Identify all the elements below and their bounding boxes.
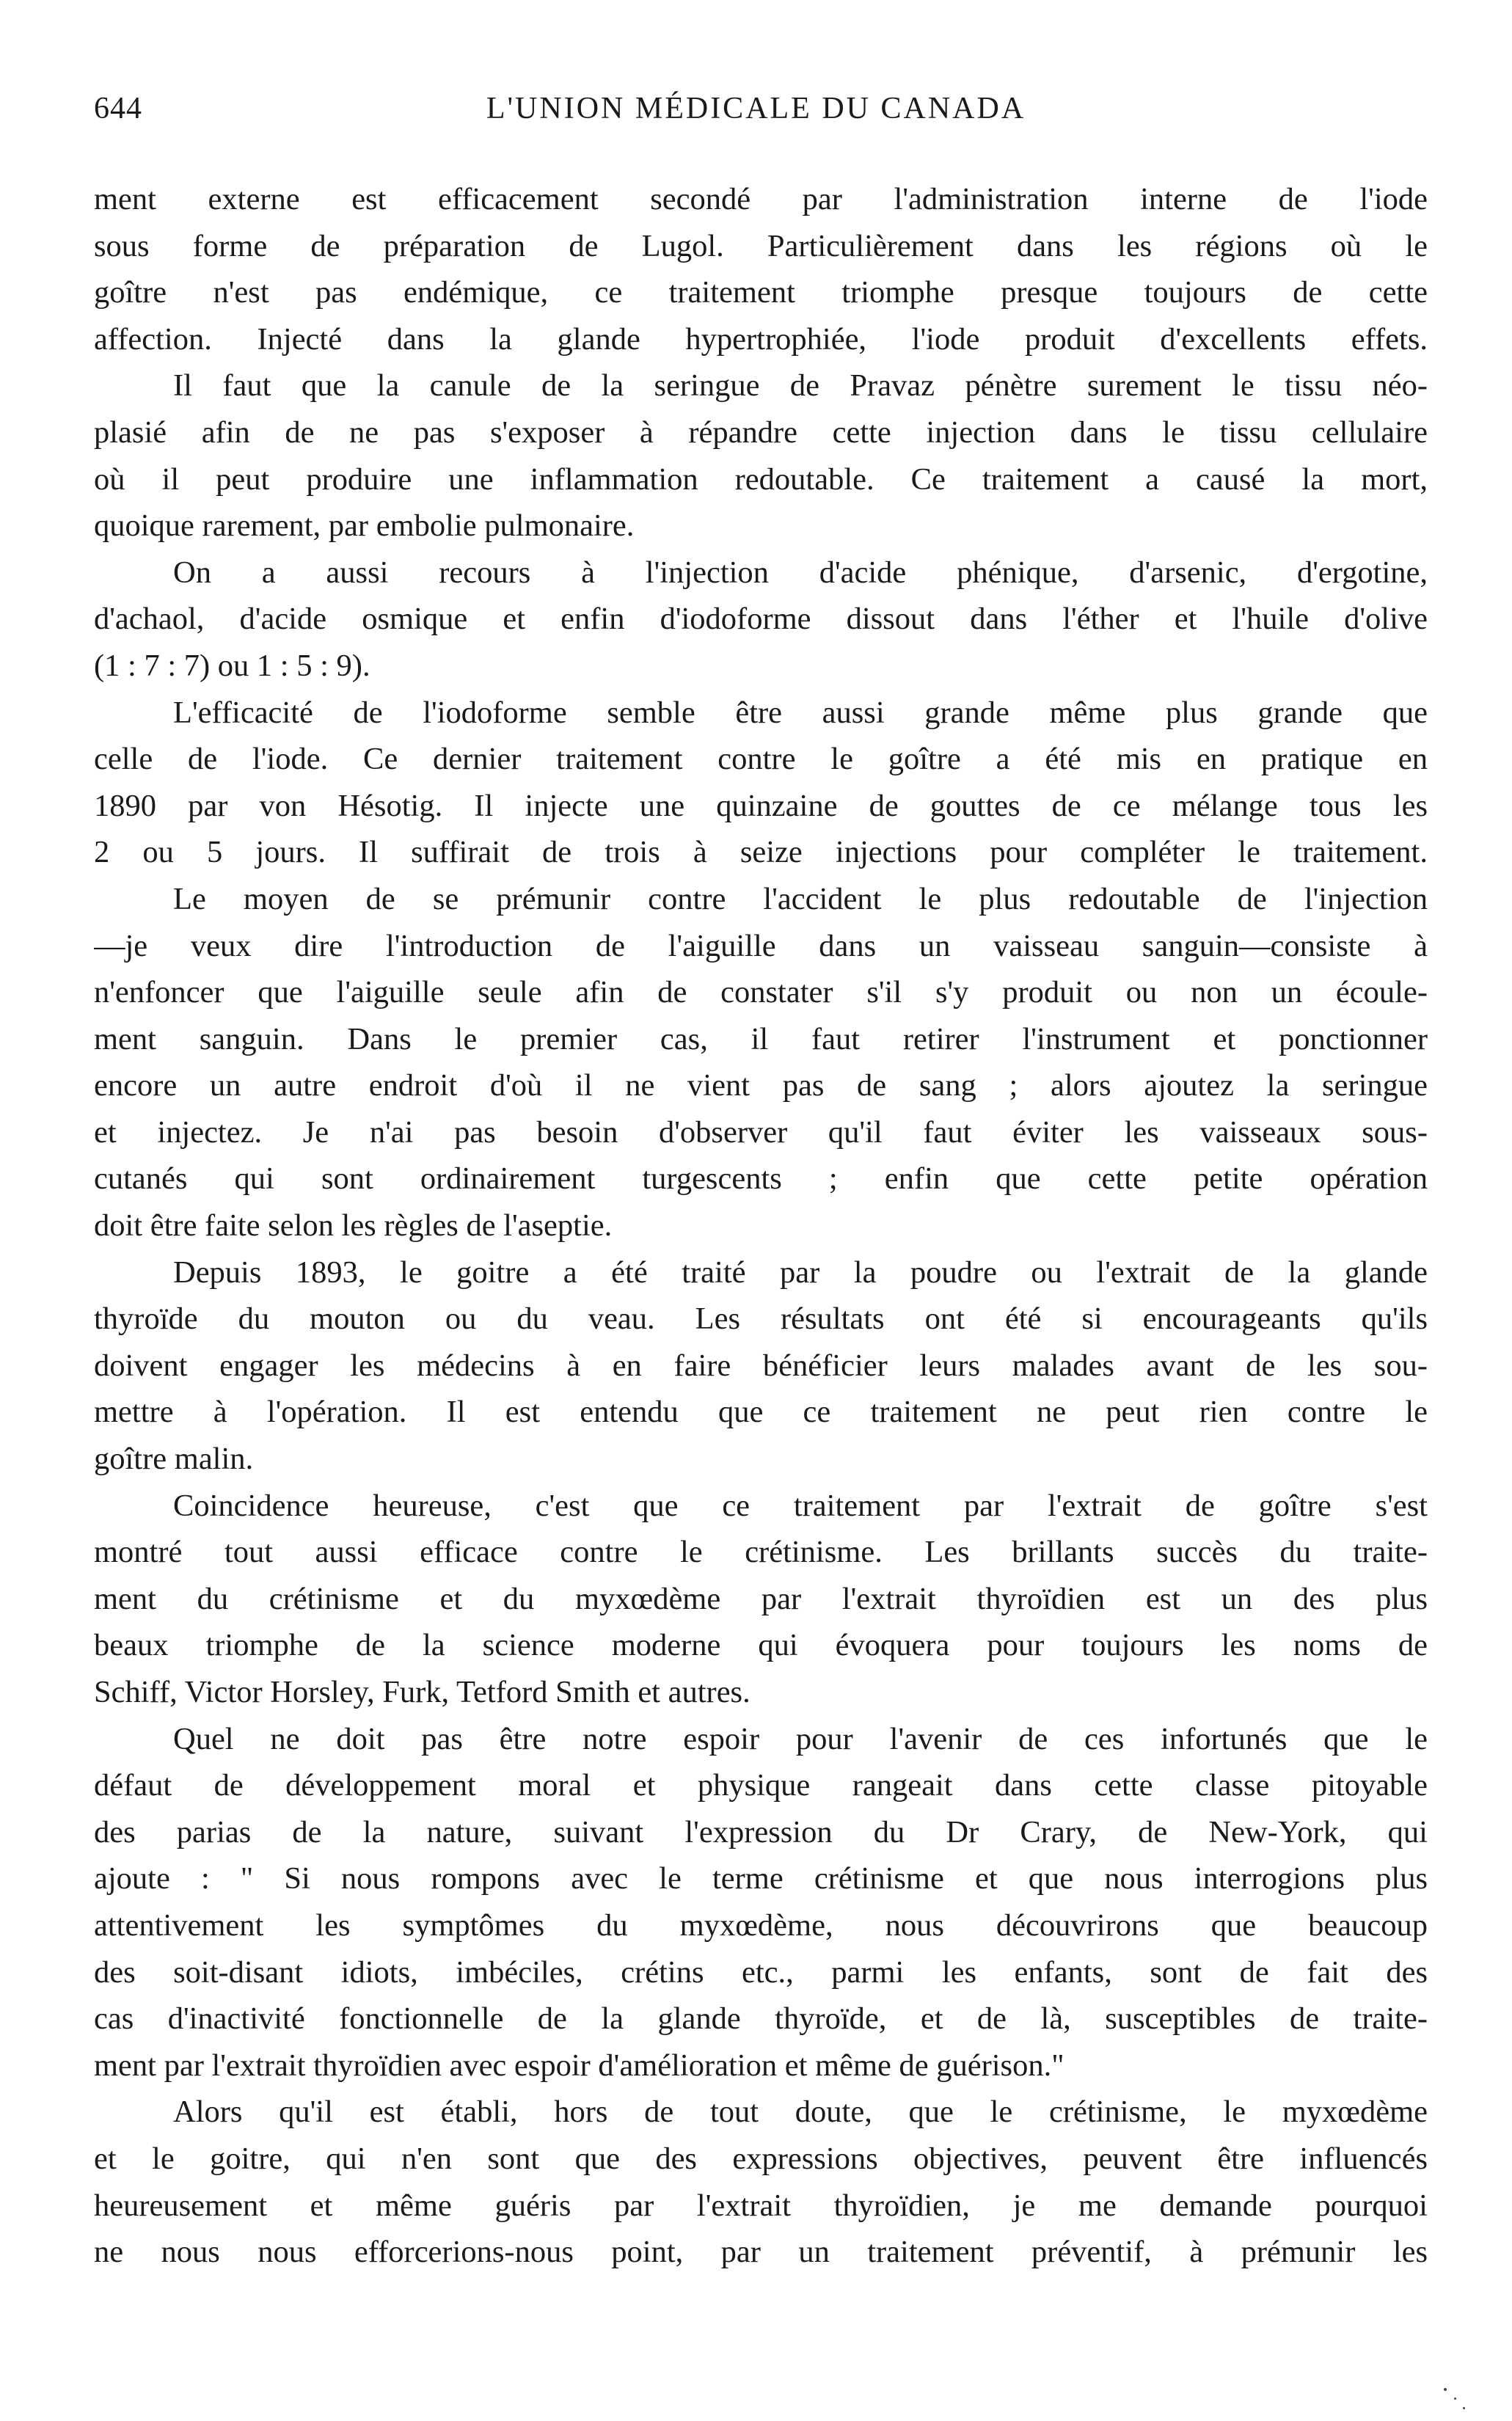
text-line: ment externe est efficacement secondé par l'administration interne de l'iode: [94, 182, 1428, 216]
text-line: 2 ou 5 jours. Il suffirait de trois à seize injections pour compléter le traitement.: [94, 835, 1428, 870]
text-line: Quel ne doit pas être notre espoir pour l'avenir de ces infortunés que le: [173, 1721, 1428, 1756]
text-line: sous forme de préparation de Lugol. Particulièrement dans les régions où le: [94, 228, 1428, 263]
text-line: d'achaol, d'acide osmique et enfin d'iodoforme dissout dans l'éther et l'huile d'olive: [94, 602, 1428, 637]
text-line: Depuis 1893, le goitre a été traité par la poudre ou l'extrait de la glande: [173, 1255, 1428, 1290]
text-line: ment par l'extrait thyroïdien avec espoir d'amélioration et même de guérison.": [94, 2048, 1064, 2083]
text-line: cas d'inactivité fonctionnelle de la glande thyroïde, et de là, susceptibles de traite-: [94, 2001, 1428, 2037]
text-line: 1890 par von Hésotig. Il injecte une quinzaine de gouttes de ce mélange tous les: [94, 788, 1428, 823]
text-line: goître n'est pas endémique, ce traitement triomphe presque toujours de cette: [94, 275, 1428, 310]
text-line: beaux triomphe de la science moderne qui évoquera pour toujours les noms de: [94, 1628, 1428, 1663]
text-line: —je veux dire l'introduction de l'aiguille dans un vaisseau sanguin—consiste à: [94, 928, 1428, 963]
text-line: Alors qu'il est établi, hors de tout doute, que le crétinisme, le myxœdème: [173, 2095, 1428, 2130]
text-line: ajoute : " Si nous rompons avec le terme crétinisme et que nous interrogions plus: [94, 1861, 1428, 1896]
text-line: Le moyen de se prémunir contre l'accident le plus redoutable de l'injection: [173, 881, 1428, 916]
text-line: doivent engager les médecins à en faire bénéficier leurs malades avant de les sou-: [94, 1348, 1428, 1383]
text-line: attentivement les symptômes du myxœdème, nous découvrirons que beaucoup: [94, 1907, 1428, 1943]
running-header: [94, 87, 1418, 131]
text-line: doit être faite selon les règles de l'aseptie.: [94, 1208, 613, 1244]
text-line: (1 : 7 : 7) ou 1 : 5 : 9).: [94, 648, 370, 683]
text-line: quoique rarement, par embolie pulmonaire.: [94, 508, 635, 544]
text-line: thyroïde du mouton ou du veau. Les résultats ont été si encourageants qu'ils: [94, 1301, 1428, 1337]
text-line: Coincidence heureuse, c'est que ce traitement par l'extrait de goître s'est: [173, 1488, 1428, 1523]
text-line: plasié afin de ne pas s'exposer à répandre cette injection dans le tissu cellulaire: [94, 415, 1428, 450]
text-line: encore un autre endroit d'où il ne vient pas de sang ; alors ajoutez la seringue: [94, 1068, 1428, 1103]
text-line: affection. Injecté dans la glande hypertrophiée, l'iode produit d'excellents effets.: [94, 321, 1428, 357]
text-line: Schiff, Victor Horsley, Furk, Tetford Smith et autres.: [94, 1675, 750, 1709]
text-line: et injectez. Je n'ai pas besoin d'observer qu'il faut éviter les vaisseaux sous-: [94, 1114, 1428, 1150]
page-number: 644: [94, 92, 142, 125]
text-line: On a aussi recours à l'injection d'acide phénique, d'arsenic, d'ergotine,: [173, 555, 1428, 590]
text-line: des soit-disant idiots, imbéciles, crétins etc., parmi les enfants, sont de fait des: [94, 1954, 1428, 1990]
text-line: et le goitre, qui n'en sont que des expressions objectives, peuvent être influencés: [94, 2141, 1428, 2176]
text-line: ment sanguin. Dans le premier cas, il faut retirer l'instrument et ponctionner: [94, 1021, 1428, 1056]
text-line: montré tout aussi efficace contre le crétinisme. Les brillants succès du traite-: [94, 1535, 1428, 1570]
text-line: celle de l'iode. Ce dernier traitement contre le goître a été mis en pratique en: [94, 742, 1428, 777]
text-line: mettre à l'opération. Il est entendu que ce traitement ne peut rien contre le: [94, 1395, 1428, 1430]
body-text: [94, 176, 1428, 2276]
text-line: n'enfoncer que l'aiguille seule afin de constater s'il s'y produit ou non un écoule-: [94, 975, 1428, 1010]
text-line: ne nous nous efforcerions-nous point, par un traitement préventif, à prémunir les: [94, 2235, 1428, 2270]
text-line: L'efficacité de l'iodoforme semble être aussi grande même plus grande que: [173, 695, 1428, 730]
text-line: ment du crétinisme et du myxœdème par l'extrait thyroïdien est un des plus: [94, 1581, 1428, 1616]
scan-speck: [1454, 2398, 1456, 2400]
text-line: défaut de développement moral et physique rangeait dans cette classe pitoyable: [94, 1768, 1428, 1803]
journal-title: L'UNION MÉDICALE DU CANADA: [486, 92, 1026, 125]
text-line: où il peut produire une inflammation redoutable. Ce traitement a causé la mort,: [94, 461, 1428, 497]
text-line: cutanés qui sont ordinairement turgescents ; enfin que cette petite opération: [94, 1161, 1428, 1197]
text-line: Il faut que la canule de la seringue de Pravaz pénètre surement le tissu néo-: [173, 368, 1428, 404]
text-line: goître malin.: [94, 1442, 254, 1477]
text-line: heureusement et même guéris par l'extrait thyroïdien, je me demande pourquoi: [94, 2188, 1428, 2223]
text-line: des parias de la nature, suivant l'expression du Dr Crary, de New-York, qui: [94, 1814, 1428, 1849]
scan-speck: [1463, 2407, 1465, 2409]
scan-speck: [1444, 2388, 1447, 2391]
